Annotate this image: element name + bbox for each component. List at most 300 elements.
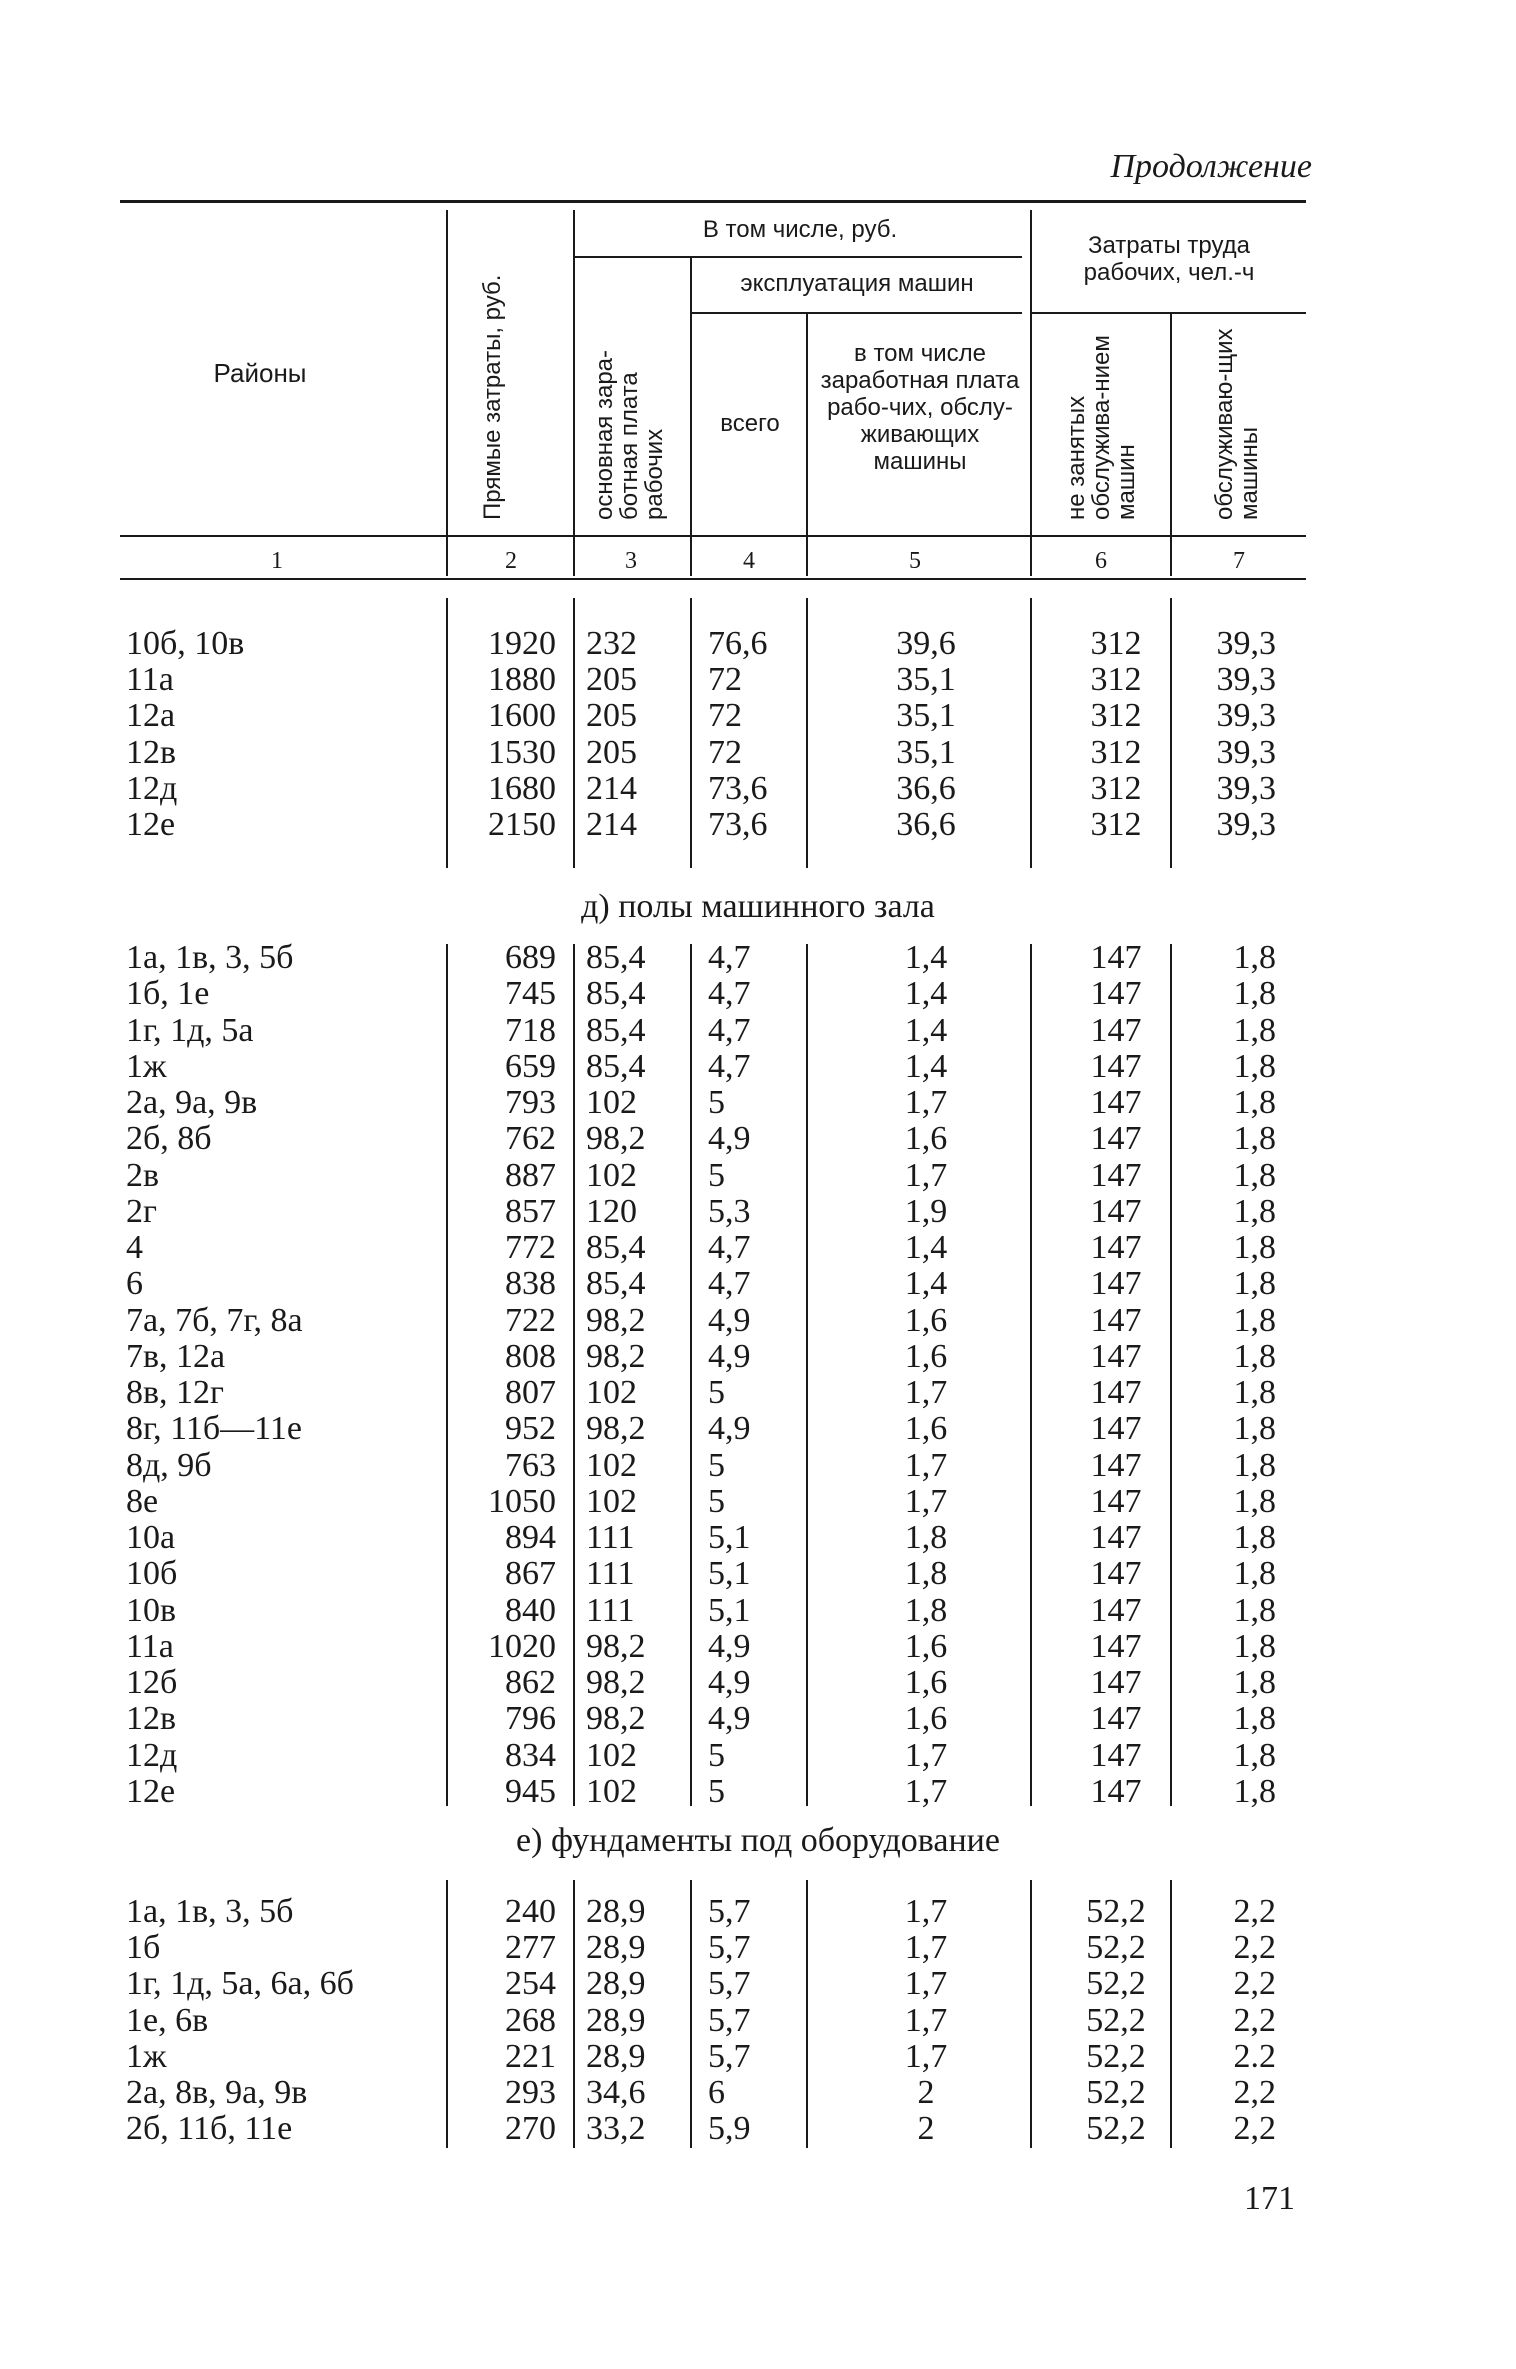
cell-col-5: 1,8	[904, 1555, 948, 1593]
cell-col-3: 33,2	[586, 2110, 646, 2148]
cell-col-5: 1,7	[904, 1772, 948, 1810]
colnum-4: 4	[743, 548, 755, 574]
cell-col-6: 147	[1090, 1736, 1142, 1774]
cell-col-3: 102	[586, 1374, 637, 1411]
table-row	[0, 1774, 1516, 1810]
table-row	[0, 662, 1516, 698]
cell-col-5: 1,8	[904, 1519, 948, 1556]
cell-col-2: 270	[505, 2110, 556, 2148]
table-row	[0, 1049, 1516, 1085]
table-row	[0, 1930, 1516, 1966]
cell-col-2: 793	[505, 1084, 556, 1121]
cell-col-6: 147	[1090, 1265, 1142, 1303]
cell-col-7: 39,3	[1216, 625, 1276, 662]
cell-col-7: 1,8	[1233, 1084, 1276, 1121]
cell-col-7: 1,8	[1233, 1591, 1276, 1629]
table-row	[0, 1556, 1516, 1592]
cell-col-2: 808	[505, 1337, 556, 1375]
cell-col-6: 147	[1090, 1482, 1142, 1520]
cell-col-6: 52,2	[1086, 1965, 1146, 2003]
cell-col-1: 2г	[126, 1192, 157, 1230]
cell-col-6: 52,2	[1086, 1893, 1146, 1930]
cell-col-7: 1,8	[1233, 1482, 1276, 1520]
cell-col-6: 312	[1090, 769, 1142, 807]
cell-col-7: 1,8	[1233, 1337, 1276, 1375]
cell-col-4: 4,7	[708, 1011, 751, 1049]
cell-col-1: 2б, 11б, 11е	[126, 2110, 293, 2148]
cell-col-3: 205	[586, 733, 637, 771]
cell-col-6: 147	[1090, 1591, 1142, 1629]
cell-col-7: 39,3	[1216, 733, 1276, 771]
cell-col-5: 1,6	[904, 1337, 948, 1375]
cell-col-1: 8г, 11б—11е	[126, 1410, 302, 1448]
colnum-7: 7	[1233, 548, 1245, 574]
table-row	[0, 2111, 1516, 2147]
cell-col-3: 98,2	[586, 1700, 646, 1738]
cell-col-5: 1,7	[904, 1965, 948, 2003]
cell-col-3: 102	[586, 1736, 637, 1774]
cell-col-5: 1,7	[904, 1446, 948, 1484]
cell-col-5: 1,7	[904, 1156, 948, 1194]
cell-col-6: 147	[1090, 1410, 1142, 1448]
cell-col-1: 12д	[126, 769, 178, 807]
cell-col-5: 36,6	[896, 769, 956, 807]
table-row	[0, 1701, 1516, 1737]
table-row	[0, 1738, 1516, 1774]
cell-col-2: 1020	[488, 1627, 556, 1665]
cell-col-3: 102	[586, 1084, 637, 1121]
cell-col-1: 1е, 6в	[126, 2001, 209, 2039]
cell-col-4: 72	[708, 733, 742, 771]
cell-col-7: 1,8	[1233, 1229, 1276, 1266]
cell-col-5: 1,4	[904, 975, 948, 1013]
cell-col-7: 39,3	[1216, 769, 1276, 807]
cell-col-6: 147	[1090, 1192, 1142, 1230]
cell-col-2: 894	[505, 1519, 556, 1556]
cell-col-2: 659	[505, 1047, 556, 1085]
cell-col-5: 1,4	[904, 1047, 948, 1085]
cell-col-7: 1,8	[1233, 1736, 1276, 1774]
cell-col-3: 28,9	[586, 2037, 646, 2075]
cell-col-2: 2150	[488, 806, 556, 843]
colnum-2: 2	[505, 548, 517, 574]
cell-col-6: 312	[1090, 806, 1142, 843]
cell-col-2: 277	[505, 1929, 556, 1967]
header-total: всего	[720, 410, 780, 437]
table-row	[0, 1013, 1516, 1049]
cell-col-7: 2,2	[1233, 2001, 1276, 2039]
header-operator-wage: в том числе заработная плата рабо-чих, обслу-живающих машины	[820, 340, 1020, 475]
cell-col-1: 4	[126, 1229, 143, 1266]
cell-col-7: 1,8	[1233, 1301, 1276, 1339]
cell-col-4: 4,9	[708, 1664, 751, 1701]
cell-col-2: 1880	[488, 661, 556, 699]
cell-col-4: 5	[708, 1156, 725, 1194]
table-row	[0, 626, 1516, 662]
cell-col-5: 1,7	[904, 2001, 948, 2039]
cell-col-7: 2,2	[1233, 2074, 1276, 2111]
cell-col-4: 5	[708, 1446, 725, 1484]
cell-col-7: 1,8	[1233, 1700, 1276, 1738]
header-vrule-5	[1030, 210, 1032, 576]
cell-col-7: 39,3	[1216, 661, 1276, 699]
cell-col-6: 147	[1090, 1011, 1142, 1049]
cell-col-6: 312	[1090, 733, 1142, 771]
table-row	[0, 807, 1516, 843]
table-row	[0, 1966, 1516, 2002]
colnum-5: 5	[909, 548, 921, 574]
cell-col-6: 147	[1090, 1084, 1142, 1121]
cell-col-1: 1а, 1в, 3, 5б	[126, 1893, 294, 1930]
cell-col-1: 8в, 12г	[126, 1374, 224, 1411]
cell-col-2: 268	[505, 2001, 556, 2039]
cell-col-5: 1,6	[904, 1120, 948, 1158]
cell-col-1: 6	[126, 1265, 143, 1303]
header-not-machine: не занятых обслужива-нием машин	[1063, 335, 1140, 520]
cell-col-2: 1680	[488, 769, 556, 807]
cell-col-3: 98,2	[586, 1627, 646, 1665]
cell-col-1: 8д, 9б	[126, 1446, 212, 1484]
cell-col-4: 72	[708, 661, 742, 699]
table-row	[0, 1894, 1516, 1930]
cell-col-1: 10а	[126, 1519, 176, 1556]
cell-col-1: 1г, 1д, 5а	[126, 1011, 254, 1049]
cell-col-2: 838	[505, 1265, 556, 1303]
cell-col-3: 98,2	[586, 1301, 646, 1339]
cell-col-3: 85,4	[586, 1265, 646, 1303]
cell-col-3: 28,9	[586, 2001, 646, 2039]
table-row	[0, 1303, 1516, 1339]
cell-col-6: 147	[1090, 1627, 1142, 1665]
cell-col-3: 102	[586, 1482, 637, 1520]
cell-col-5: 1,4	[904, 1265, 948, 1303]
header-labor: Затраты труда рабочих, чел.-ч	[1083, 232, 1255, 286]
cell-col-5: 1,8	[904, 1591, 948, 1629]
cell-col-5: 1,7	[904, 1482, 948, 1520]
cell-col-2: 945	[505, 1772, 556, 1810]
cell-col-2: 887	[505, 1156, 556, 1194]
section-d-title: д) полы машинного зала	[581, 888, 935, 925]
cell-col-5: 39,6	[896, 625, 956, 662]
header-top-rule	[120, 200, 1306, 203]
cell-col-6: 52,2	[1086, 2037, 1146, 2075]
cell-col-6: 147	[1090, 1446, 1142, 1484]
cell-col-4: 5	[708, 1084, 725, 1121]
cell-col-1: 11а	[126, 1627, 174, 1665]
page-number: 171	[1244, 2180, 1295, 2217]
cell-col-2: 221	[505, 2037, 556, 2075]
cell-col-1: 7а, 7б, 7г, 8а	[126, 1301, 303, 1339]
cell-col-1: 10б, 10в	[126, 625, 245, 662]
cell-col-5: 35,1	[896, 697, 956, 735]
cell-col-2: 857	[505, 1192, 556, 1230]
header-vrule-2	[573, 210, 575, 576]
cell-col-7: 1,8	[1233, 1192, 1276, 1230]
header-machine-operation: эксплуатация машин	[740, 270, 974, 297]
cell-col-3: 85,4	[586, 975, 646, 1013]
cell-col-5: 1,9	[904, 1192, 948, 1230]
cell-col-4: 4,9	[708, 1410, 751, 1448]
cell-col-6: 147	[1090, 1519, 1142, 1556]
cell-col-3: 98,2	[586, 1120, 646, 1158]
cell-col-7: 1,8	[1233, 1156, 1276, 1194]
cell-col-3: 98,2	[586, 1410, 646, 1448]
cell-col-3: 102	[586, 1156, 637, 1194]
cell-col-4: 4,9	[708, 1301, 751, 1339]
cell-col-3: 98,2	[586, 1664, 646, 1701]
cell-col-5: 1,7	[904, 2037, 948, 2075]
cell-col-1: 2а, 8в, 9а, 9в	[126, 2074, 308, 2111]
cell-col-1: 1б, 1е	[126, 975, 210, 1013]
cell-col-1: 8е	[126, 1482, 159, 1520]
cell-col-3: 85,4	[586, 939, 646, 976]
cell-col-5: 36,6	[896, 806, 956, 843]
cell-col-7: 2,2	[1233, 1929, 1276, 1967]
cell-col-6: 147	[1090, 1229, 1142, 1266]
table-row	[0, 771, 1516, 807]
continuation-label: Продолжение	[1110, 148, 1312, 185]
cell-col-1: 12е	[126, 1772, 176, 1810]
cell-col-5: 1,6	[904, 1627, 948, 1665]
cell-col-2: 867	[505, 1555, 556, 1593]
cell-col-3: 28,9	[586, 1929, 646, 1967]
cell-col-7: 1,8	[1233, 1120, 1276, 1158]
cell-col-1: 1б	[126, 1929, 161, 1967]
table-row	[0, 1665, 1516, 1701]
cell-col-7: 2.2	[1233, 2037, 1276, 2075]
cell-col-2: 796	[505, 1700, 556, 1738]
header-direct-costs: Прямые затраты, руб.	[479, 274, 506, 520]
cell-col-5: 35,1	[896, 661, 956, 699]
cell-col-6: 147	[1090, 1700, 1142, 1738]
cell-col-6: 52,2	[1086, 2001, 1146, 2039]
cell-col-2: 763	[505, 1446, 556, 1484]
cell-col-6: 52,2	[1086, 1929, 1146, 1967]
table-row	[0, 1121, 1516, 1157]
header-machine: обслуживаю-щих машины	[1211, 328, 1263, 520]
cell-col-3: 85,4	[586, 1011, 646, 1049]
cell-col-2: 240	[505, 1893, 556, 1930]
cell-col-6: 147	[1090, 1120, 1142, 1158]
cell-col-5: 1,7	[904, 1084, 948, 1121]
cell-col-4: 76,6	[708, 625, 768, 662]
cell-col-6: 312	[1090, 661, 1142, 699]
cell-col-1: 12е	[126, 806, 176, 843]
colnum-1: 1	[271, 548, 283, 574]
cell-col-1: 11а	[126, 661, 174, 699]
cell-col-3: 28,9	[586, 1893, 646, 1930]
table-row	[0, 1158, 1516, 1194]
cell-col-3: 205	[586, 661, 637, 699]
cell-col-7: 2,2	[1233, 2110, 1276, 2148]
cell-col-2: 1530	[488, 733, 556, 771]
table-row	[0, 1448, 1516, 1484]
cell-col-3: 102	[586, 1446, 637, 1484]
cell-col-4: 4,7	[708, 939, 751, 976]
cell-col-6: 147	[1090, 1337, 1142, 1375]
colnum-6: 6	[1095, 548, 1107, 574]
cell-col-4: 4,9	[708, 1120, 751, 1158]
cell-col-2: 840	[505, 1591, 556, 1629]
cell-col-2: 1920	[488, 625, 556, 662]
cell-col-5: 1,6	[904, 1410, 948, 1448]
cell-col-2: 689	[505, 939, 556, 976]
cell-col-7: 1,8	[1233, 1265, 1276, 1303]
cell-col-6: 312	[1090, 697, 1142, 735]
cell-col-3: 111	[586, 1519, 635, 1556]
cell-col-1: 10в	[126, 1591, 177, 1629]
cell-col-7: 1,8	[1233, 1047, 1276, 1085]
cell-col-5: 1,7	[904, 1374, 948, 1411]
cell-col-7: 39,3	[1216, 806, 1276, 843]
cell-col-7: 1,8	[1233, 1410, 1276, 1448]
cell-col-3: 98,2	[586, 1337, 646, 1375]
cell-col-4: 6	[708, 2074, 725, 2111]
cell-col-2: 1600	[488, 697, 556, 735]
cell-col-6: 147	[1090, 975, 1142, 1013]
cell-col-3: 214	[586, 806, 637, 843]
cell-col-5: 1,7	[904, 1893, 948, 1930]
cell-col-5: 1,4	[904, 1011, 948, 1049]
cell-col-3: 205	[586, 697, 637, 735]
cell-col-7: 1,8	[1233, 1374, 1276, 1411]
cell-col-3: 102	[586, 1772, 637, 1810]
cell-col-3: 120	[586, 1192, 637, 1230]
cell-col-4: 4,9	[708, 1337, 751, 1375]
cell-col-2: 254	[505, 1965, 556, 2003]
including-group-rule	[575, 256, 1022, 258]
cell-col-6: 52,2	[1086, 2110, 1146, 2148]
cell-col-7: 1,8	[1233, 1011, 1276, 1049]
table-row	[0, 1266, 1516, 1302]
cell-col-4: 72	[708, 697, 742, 735]
table-row	[0, 1085, 1516, 1121]
cell-col-2: 952	[505, 1410, 556, 1448]
header-including: В том числе, руб.	[702, 216, 898, 243]
cell-col-2: 807	[505, 1374, 556, 1411]
cell-col-6: 147	[1090, 1664, 1142, 1701]
header-basic-wage: основная зара-ботная плата рабочих	[591, 349, 668, 520]
cell-col-3: 232	[586, 625, 637, 662]
section-e-title: е) фундаменты под оборудование	[516, 1822, 1000, 1859]
cell-col-1: 2б, 8б	[126, 1120, 212, 1158]
cell-col-4: 4,7	[708, 975, 751, 1013]
cell-col-3: 111	[586, 1591, 635, 1629]
cell-col-4: 73,6	[708, 806, 768, 843]
labor-group-rule	[1032, 312, 1306, 314]
cell-col-6: 147	[1090, 1374, 1142, 1411]
column-numbers-rule	[120, 578, 1306, 580]
table-row	[0, 2039, 1516, 2075]
cell-col-1: 2а, 9а, 9в	[126, 1084, 258, 1121]
cell-col-4: 4,7	[708, 1047, 751, 1085]
cell-col-4: 5,1	[708, 1555, 751, 1593]
cell-col-1: 1ж	[126, 2037, 167, 2075]
cell-col-6: 147	[1090, 1772, 1142, 1810]
cell-col-1: 10б	[126, 1555, 178, 1593]
cell-col-4: 5,3	[708, 1192, 751, 1230]
table-row	[0, 1339, 1516, 1375]
table-row	[0, 1484, 1516, 1520]
cell-col-1: 1а, 1в, 3, 5б	[126, 939, 294, 976]
cell-col-5: 1,6	[904, 1700, 948, 1738]
cell-col-1: 1ж	[126, 1047, 167, 1085]
cell-col-6: 147	[1090, 1156, 1142, 1194]
table-row	[0, 2003, 1516, 2039]
machine-group-rule	[692, 312, 1022, 314]
cell-col-2: 834	[505, 1736, 556, 1774]
colnum-3: 3	[625, 548, 637, 574]
cell-col-4: 4,7	[708, 1265, 751, 1303]
cell-col-7: 39,3	[1216, 697, 1276, 735]
cell-col-1: 12в	[126, 733, 177, 771]
cell-col-4: 5,7	[708, 1965, 751, 2003]
cell-col-4: 5	[708, 1374, 725, 1411]
cell-col-3: 85,4	[586, 1047, 646, 1085]
cell-col-7: 1,8	[1233, 939, 1276, 976]
cell-col-7: 2,2	[1233, 1893, 1276, 1930]
cell-col-6: 147	[1090, 1555, 1142, 1593]
cell-col-1: 12в	[126, 1700, 177, 1738]
header-vrule-1	[446, 210, 448, 576]
cell-col-4: 4,9	[708, 1700, 751, 1738]
cell-col-1: 2в	[126, 1156, 160, 1194]
table-row	[0, 2075, 1516, 2111]
header-vrule-6	[1170, 314, 1172, 576]
cell-col-4: 5,1	[708, 1591, 751, 1629]
cell-col-4: 5,7	[708, 1893, 751, 1930]
cell-col-1: 12а	[126, 697, 176, 735]
cell-col-3: 28,9	[586, 1965, 646, 2003]
cell-col-5: 1,6	[904, 1301, 948, 1339]
cell-col-5: 1,7	[904, 1929, 948, 1967]
cell-col-1: 1г, 1д, 5а, 6а, 6б	[126, 1965, 354, 2003]
cell-col-5: 2	[917, 2074, 935, 2111]
cell-col-5: 35,1	[896, 733, 956, 771]
table-row	[0, 1230, 1516, 1266]
cell-col-4: 4,7	[708, 1229, 751, 1266]
cell-col-7: 2,2	[1233, 1965, 1276, 2003]
cell-col-3: 85,4	[586, 1229, 646, 1266]
cell-col-5: 1,4	[904, 1229, 948, 1266]
header-vrule-3	[690, 256, 692, 576]
cell-col-4: 73,6	[708, 769, 768, 807]
cell-col-7: 1,8	[1233, 1555, 1276, 1593]
cell-col-7: 1,8	[1233, 975, 1276, 1013]
table-row	[0, 1520, 1516, 1556]
cell-col-2: 722	[505, 1301, 556, 1339]
cell-col-1: 7в, 12а	[126, 1337, 226, 1375]
cell-col-6: 147	[1090, 939, 1142, 976]
table-row	[0, 1593, 1516, 1629]
cell-col-7: 1,8	[1233, 1627, 1276, 1665]
header-regions: Районы	[213, 358, 307, 388]
cell-col-4: 5,7	[708, 2037, 751, 2075]
table-row	[0, 1194, 1516, 1230]
cell-col-4: 5,7	[708, 1929, 751, 1967]
cell-col-4: 5	[708, 1482, 725, 1520]
cell-col-2: 772	[505, 1229, 556, 1266]
cell-col-5: 1,6	[904, 1664, 948, 1701]
cell-col-2: 293	[505, 2074, 556, 2111]
cell-col-6: 312	[1090, 625, 1142, 662]
cell-col-1: 12б	[126, 1664, 178, 1701]
cell-col-5: 1,4	[904, 939, 948, 976]
cell-col-3: 214	[586, 769, 637, 807]
cell-col-4: 5,1	[708, 1519, 751, 1556]
table-row	[0, 1375, 1516, 1411]
cell-col-4: 5	[708, 1736, 725, 1774]
